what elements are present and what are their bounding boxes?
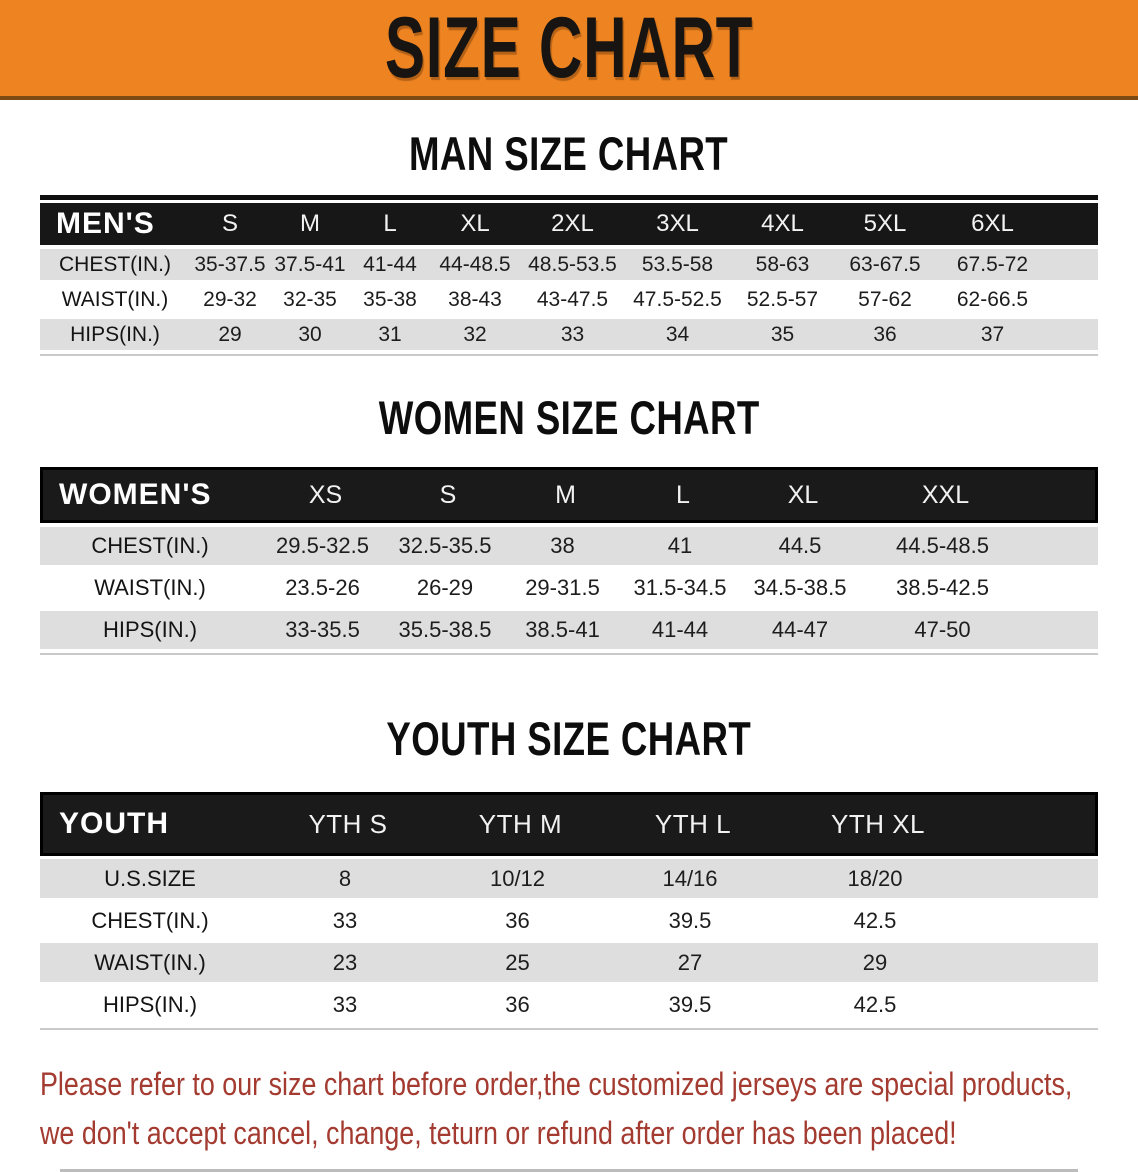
women-heading-text: WOMEN SIZE CHART [378,391,760,444]
men-size-table [40,195,1098,356]
size-value: 32.5-35.5 [398,533,492,558]
size-column-header: M [555,480,576,509]
size-value: 33 [332,907,358,933]
size-value: 27 [677,949,703,975]
size-value: 36 [505,907,530,933]
size-value: 35-38 [363,287,417,311]
youth-heading-text: YOUTH SIZE CHART [386,712,752,765]
measurement-label: WAIST(IN.) [94,949,206,975]
size-value: 38-43 [448,287,502,311]
size-value: 32 [463,322,487,346]
size-value: 48.5-53.5 [528,252,617,276]
size-value: 33-35.5 [285,617,360,642]
men-table-header-row [40,203,1098,245]
size-value: 29-32 [203,287,257,311]
table-row [40,901,1098,940]
table-row [40,284,1098,315]
size-value: 38.5-42.5 [896,575,989,600]
table-header-label: MEN'S [56,207,155,240]
size-value: 8 [338,865,352,891]
table-row [40,611,1098,649]
women-table-bottom-rule [40,653,1098,655]
size-column-header: YTH L [654,808,732,839]
table-row [40,569,1098,607]
youth-table-bottom-rule [40,1028,1098,1030]
measurement-label: HIPS(IN.) [102,617,198,642]
youth-size-table [40,792,1098,1030]
size-chart-banner [0,0,1138,100]
size-value: 47-50 [914,617,971,642]
size-value: 44.5-48.5 [896,533,989,558]
size-value: 41 [667,533,693,558]
table-row [40,859,1098,898]
measurement-label: CHEST(IN.) [59,252,171,276]
table-row [40,319,1098,350]
size-column-header: 5XL [863,210,907,237]
size-column-header: 4XL [761,210,804,237]
size-value: 42.5 [853,991,897,1017]
size-value: 29-31.5 [525,575,600,600]
size-value: 44-47 [771,617,829,642]
disclaimer-line-2: we don't accept cancel, change, teturn or refund after order has been placed! [40,1114,957,1151]
size-value: 32-35 [283,287,337,311]
size-value: 35-37.5 [194,252,266,276]
size-value: 36 [873,322,897,346]
measurement-label: CHEST(IN.) [91,533,209,558]
size-value: 52.5-57 [746,287,819,311]
size-column-header: S [439,480,457,509]
size-value: 63-67.5 [849,252,921,276]
size-value: 37.5-41 [274,252,346,276]
men-table-top-rule [40,195,1098,200]
men-heading-text: MAN SIZE CHART [409,127,729,180]
disclaimer-line-1: Please refer to our size chart before order,the customized jerseys are special products, [40,1066,1073,1102]
size-value: 41-44 [651,617,709,642]
size-value: 34.5-38.5 [753,575,847,600]
table-header-label: YOUTH [59,807,169,840]
women-section-heading [0,390,1138,445]
size-value: 43-47.5 [536,287,609,311]
size-column-header: L [383,210,397,237]
youth-table-header-row [40,792,1098,856]
size-value: 31 [378,322,402,346]
size-value: 53.5-58 [641,252,714,276]
measurement-label: WAIST(IN.) [61,287,169,311]
size-value: 25 [505,949,530,975]
measurement-label: U.S.SIZE [104,865,196,891]
size-value: 41-44 [363,252,417,276]
size-value: 36 [505,991,530,1017]
size-value: 31.5-34.5 [633,575,727,600]
size-column-header: M [300,210,320,237]
table-row [40,943,1098,982]
size-value: 33 [560,322,585,346]
size-column-header: S [221,210,238,237]
size-column-header: XS [308,480,343,509]
table-header-label: WOMEN'S [59,478,212,511]
size-value: 44-48.5 [439,252,511,276]
size-value: 47.5-52.5 [633,287,722,311]
size-value: 37 [980,322,1005,346]
size-value: 23.5-26 [285,575,360,600]
size-value: 14/16 [662,865,718,891]
size-value: 62-66.5 [956,287,1029,311]
size-value: 34 [665,322,690,346]
measurement-label: WAIST(IN.) [94,575,206,600]
size-value: 38.5-41 [525,617,600,642]
size-column-header: L [676,480,690,509]
women-table-header-row [40,467,1098,523]
size-column-header: XXL [921,480,970,509]
men-table-bottom-rule [40,354,1098,356]
size-value: 39.5 [668,991,712,1017]
size-value: 38 [550,533,575,558]
size-value: 57-62 [858,287,912,311]
size-column-header: 3XL [656,210,699,237]
size-value: 10/12 [489,865,546,891]
men-section-heading [0,126,1138,181]
size-value: 29 [862,949,888,975]
size-value: 29.5-32.5 [276,533,369,558]
measurement-label: HIPS(IN.) [102,991,198,1017]
banner-title: SIZE CHART [384,0,754,96]
size-value: 35.5-38.5 [398,617,492,642]
size-value: 35 [770,322,795,346]
size-column-header: YTH M [478,808,563,839]
measurement-label: HIPS(IN.) [70,322,160,346]
size-column-header: YTH S [308,808,388,839]
disclaimer [40,1060,1138,1157]
measurement-label: CHEST(IN.) [91,907,209,933]
youth-section-heading [0,711,1138,766]
size-value: 42.5 [853,907,897,933]
size-column-header: 6XL [971,210,1014,237]
table-row [40,249,1098,280]
size-value: 29 [218,322,242,346]
table-row [40,985,1098,1024]
size-value: 58-63 [755,252,810,276]
size-column-header: 2XL [551,210,594,237]
size-value: 26-29 [416,575,474,600]
size-value: 44.5 [778,533,822,558]
size-value: 18/20 [847,865,903,891]
size-value: 67.5-72 [956,252,1029,276]
size-value: 33 [332,991,358,1017]
size-value: 39.5 [668,907,712,933]
women-size-table [40,467,1098,655]
size-value: 30 [298,322,322,346]
size-column-header: YTH XL [830,808,926,839]
table-row [40,527,1098,565]
size-column-header: XL [787,480,819,509]
size-column-header: XL [460,210,490,237]
size-value: 23 [332,949,358,975]
